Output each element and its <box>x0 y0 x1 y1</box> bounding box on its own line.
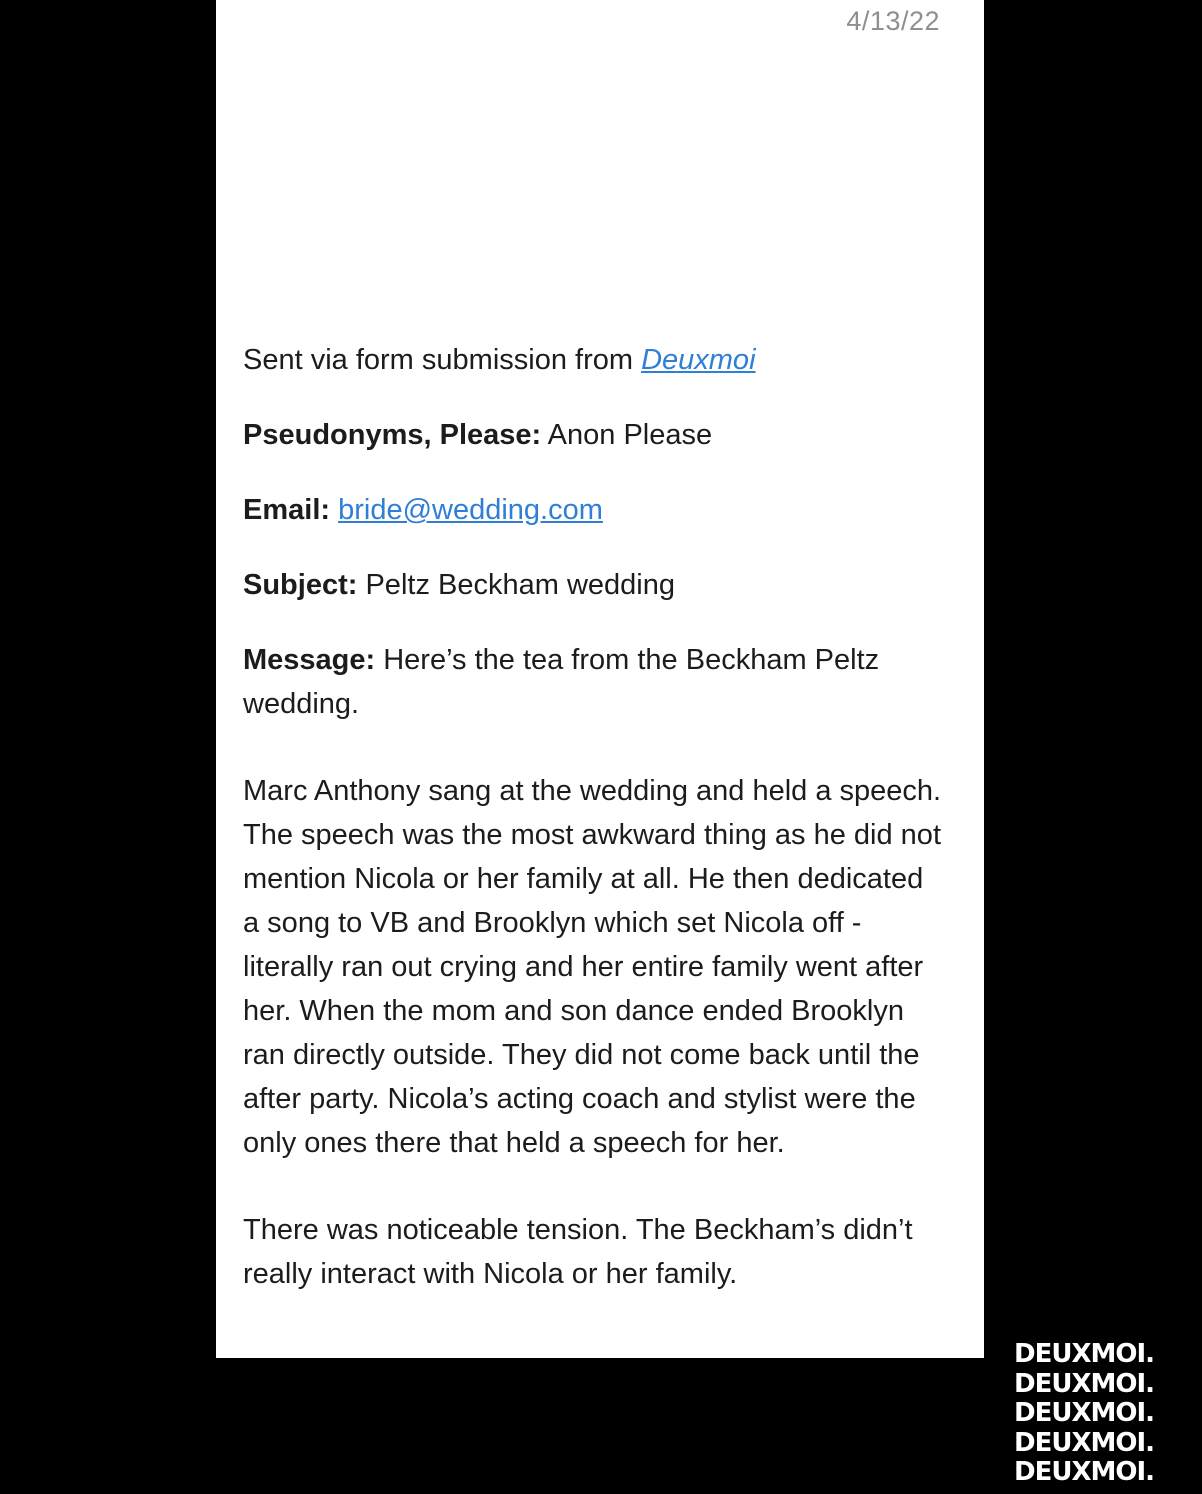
watermark-line: DEUXMOI. <box>1014 1457 1155 1487</box>
watermark-line: DEUXMOI. <box>1014 1427 1155 1458</box>
message-paragraph-2: There was noticeable tension. The Beckham’s didn’t really interact with Nicola or her family. <box>243 1214 913 1290</box>
email-date: 4/13/22 <box>846 6 940 36</box>
subject-field <box>243 563 943 607</box>
email-card <box>216 0 984 1358</box>
subject-label: Subject: <box>243 569 358 601</box>
email-label: Email: <box>243 494 331 526</box>
deuxmoi-watermark <box>1014 1340 1202 1488</box>
deuxmoi-link[interactable]: Deuxmoi <box>641 344 756 376</box>
watermark-line: DEUXMOI. <box>1014 1339 1155 1369</box>
sent-via-text: Sent via form submission from <box>243 344 642 376</box>
pseudonyms-value: Anon Please <box>547 419 713 451</box>
watermark-line: DEUXMOI. <box>1014 1398 1155 1428</box>
message-field <box>243 638 943 726</box>
email-field <box>243 488 943 532</box>
pseudonyms-label: Pseudonyms, Please: <box>243 419 542 451</box>
message-paragraph-1: Marc Anthony sang at the wedding and held a speech. The speech was the most awkward thing as he did not mention Nicola or her family at all. He then dedicated a song to VB and Brooklyn which set Nicola off - literally ran out crying and her entire family went after her. When the mom and son dance ended Brooklyn ran directly outside. They did not come back until the after party. Nicola’s acting coach and stylist were the only ones there that held a speech for her. <box>243 775 942 1159</box>
sent-via-line <box>243 338 943 382</box>
pseudonyms-field <box>243 413 943 457</box>
email-body <box>243 338 943 1339</box>
message-value: Here’s the tea from the Beckham Peltz wedding. <box>243 644 880 720</box>
message-label: Message: <box>243 644 376 676</box>
watermark-line: DEUXMOI. <box>1014 1368 1155 1399</box>
subject-value: Peltz Beckham wedding <box>365 569 675 601</box>
email-link[interactable]: bride@wedding.com <box>338 494 603 526</box>
